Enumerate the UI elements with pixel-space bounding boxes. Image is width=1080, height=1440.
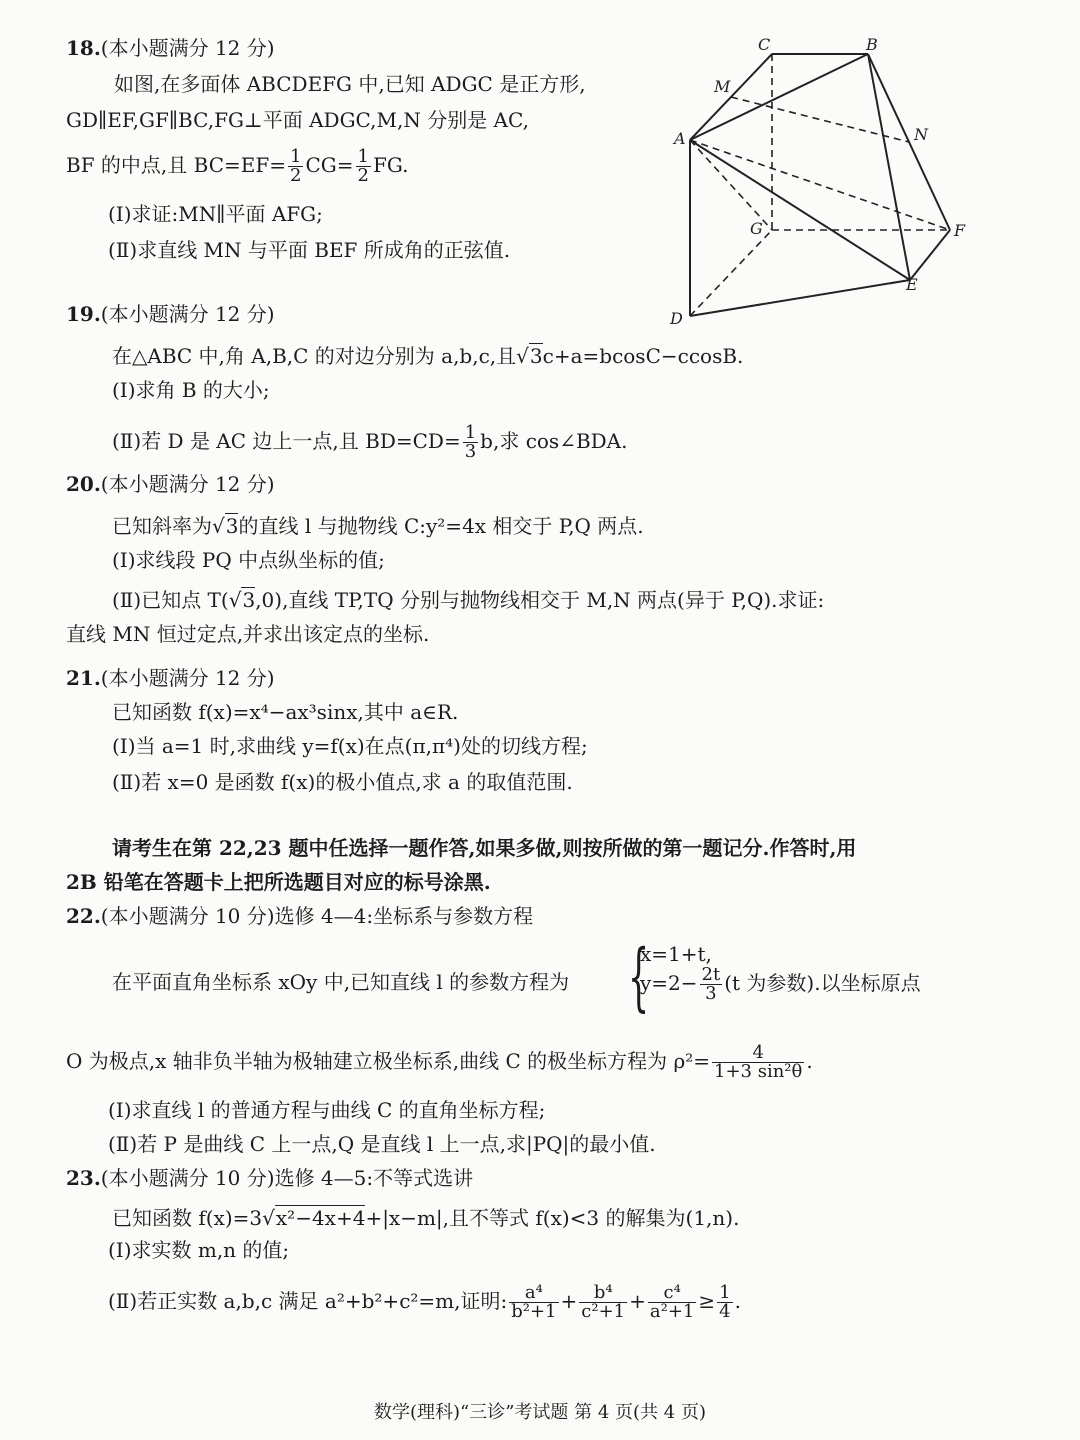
ineq-f2-num: b⁴ <box>593 1282 613 1303</box>
q20-text-1b: 的直线 l 与抛物线 C:y²=4x 相交于 P,Q 两点. <box>238 514 644 538</box>
edge-ae <box>690 140 910 280</box>
edge-be <box>868 54 910 280</box>
q19-text-1b: c+a=bcosC−ccosB. <box>542 344 744 368</box>
q19-number: 19. <box>66 302 101 326</box>
q20-heading <box>66 470 275 498</box>
q22-meta: (本小题满分 10 分)选修 4—4:坐标系与参数方程 <box>100 904 534 928</box>
ineq-f4-num: 1 <box>719 1282 731 1303</box>
edge-dg <box>690 230 772 316</box>
q23-part-2a: (Ⅱ)若正实数 a,b,c 满足 a²+b²+c²=m,证明: <box>108 1289 508 1313</box>
q20-sqrt-1: 3 <box>225 514 239 538</box>
ineq-fraction-2 <box>579 1284 627 1321</box>
page-footer: 数学(理科)“三诊”考试题 第 4 页(共 4 页) <box>373 1402 706 1423</box>
q19-heading <box>66 300 275 328</box>
choice-notice-1: 请考生在第 22,23 题中任选择一题作答,如果多做,则按所做的第一题记分.作答时,用 <box>112 836 857 860</box>
q19-part-1: (Ⅰ)求角 B 的大小; <box>112 378 270 402</box>
q19-meta: (本小题满分 12 分) <box>100 302 275 326</box>
q21-meta: (本小题满分 12 分) <box>100 666 275 690</box>
ineq-fraction-1 <box>509 1284 558 1321</box>
q18-heading <box>66 34 275 62</box>
q20-part-2a: (Ⅱ)已知点 T( <box>112 588 229 612</box>
q20-part-1: (Ⅰ)求线段 PQ 中点纵坐标的值; <box>112 548 385 572</box>
q23-part-2 <box>108 1284 741 1321</box>
q18-frac2-num: 1 <box>357 146 369 167</box>
q21-part-2: (Ⅱ)若 x=0 是函数 f(x)的极小值点,求 a 的取值范围. <box>112 770 573 794</box>
q18-text-1: 如图,在多面体 ABCDEFG 中,已知 ADGC 是正方形, <box>114 72 586 96</box>
q19-sqrt: 3 <box>529 344 543 368</box>
q20-sqrt-2: 3 <box>242 588 256 612</box>
q19-text-1a: 在△ABC 中,角 A,B,C 的对边分别为 a,b,c,且 <box>112 344 517 368</box>
q23-number: 23. <box>66 1166 101 1190</box>
q18-frac1-num: 1 <box>290 146 302 167</box>
param-fraction <box>700 966 723 1003</box>
q20-text-1: 已知斜率为√3的直线 l 与抛物线 C:y²=4x 相交于 P,Q 两点. <box>112 514 644 538</box>
q22-part-2: (Ⅱ)若 P 是曲线 C 上一点,Q 是直线 l 上一点,求|PQ|的最小值. <box>108 1132 656 1156</box>
ineq-f3-den: a²+1 <box>649 1301 695 1322</box>
label-f: F <box>954 221 966 240</box>
q22-heading <box>66 902 533 930</box>
q19-text-1: 在△ABC 中,角 A,B,C 的对边分别为 a,b,c,且√3c+a=bcosC−ccosB. <box>112 344 744 368</box>
q18-text-3 <box>66 148 408 185</box>
q23-sqrt: x²−4x+4 <box>275 1206 366 1230</box>
q20-text-1a: 已知斜率为 <box>112 514 212 538</box>
choice-notice-2: 2B 铅笔在答题卡上把所选题目对应的标号涂黑. <box>66 870 491 894</box>
q23-part-1: (Ⅰ)求实数 m,n 的值; <box>108 1238 290 1262</box>
label-b: B <box>866 35 878 54</box>
q18-fraction-1 <box>288 148 303 185</box>
q23-part-2b: . <box>734 1289 741 1313</box>
q19-frac-den: 3 <box>464 441 477 462</box>
q22-part-1: (Ⅰ)求直线 l 的普通方程与曲线 C 的直角坐标方程; <box>108 1098 546 1122</box>
q20-part-2c: 直线 MN 恒过定点,并求出该定点的坐标. <box>66 622 430 646</box>
edge-af <box>690 140 950 230</box>
q19-part-2b: b,求 cos∠BDA. <box>480 429 628 453</box>
edge-de <box>690 280 910 316</box>
ineq-plus-2: + <box>629 1289 646 1313</box>
q19-frac-num: 1 <box>464 422 477 443</box>
q22-text-2b: . <box>806 1049 813 1073</box>
q23-text-1a: 已知函数 f(x)=3 <box>112 1206 263 1230</box>
ineq-f4-den: 4 <box>719 1301 731 1322</box>
q18-part-1: (Ⅰ)求证:MN∥平面 AFG; <box>108 202 323 226</box>
q23-heading <box>66 1164 473 1192</box>
q22-text-2 <box>66 1044 813 1081</box>
q21-text-1: 已知函数 f(x)=x⁴−ax³sinx,其中 a∈R. <box>112 700 459 724</box>
q18-number: 18. <box>66 36 101 60</box>
param-eq-2b: (t 为参数).以坐标原点 <box>724 971 921 995</box>
label-a: A <box>674 129 686 148</box>
q18-part-2: (Ⅱ)求直线 MN 与平面 BEF 所成角的正弦值. <box>108 238 511 262</box>
polar-fraction <box>712 1044 804 1081</box>
param-frac-den: 3 <box>700 984 723 1003</box>
q18-text-3c: FG. <box>372 153 409 177</box>
label-c: C <box>758 35 771 54</box>
q23-text-1: 已知函数 f(x)=3√x²−4x+4+|x−m|,且不等式 f(x)<3 的解集为(1,n). <box>112 1206 740 1230</box>
q18-text-3b: CG= <box>305 153 354 177</box>
segment-mn <box>731 97 909 142</box>
q20-meta: (本小题满分 12 分) <box>100 472 275 496</box>
q19-part-2 <box>112 424 628 461</box>
polar-frac-num: 4 <box>752 1042 764 1063</box>
label-m: M <box>714 77 731 96</box>
q20-part-2: (Ⅱ)已知点 T(√3,0),直线 TP,TQ 分别与抛物线相交于 M,N 两点(异于 P,Q).求证: <box>112 588 825 612</box>
q19-fraction <box>463 424 478 461</box>
q20-part-2b: ,0),直线 TP,TQ 分别与抛物线相交于 M,N 两点(异于 P,Q).求证: <box>255 588 825 612</box>
ineq-plus-1: + <box>560 1289 578 1313</box>
label-e: E <box>906 275 918 294</box>
q18-meta: (本小题满分 12 分) <box>100 36 275 60</box>
polyhedron-figure <box>660 34 990 334</box>
label-d: D <box>670 309 683 328</box>
q22-text-2a: O 为极点,x 轴非负半轴为极轴建立极坐标系,曲线 C 的极坐标方程为 ρ²= <box>66 1049 711 1073</box>
param-eq-1: x=1+t, <box>640 942 712 966</box>
ineq-f2-den: c²+1 <box>581 1301 626 1322</box>
param-eq-2 <box>640 966 921 1003</box>
q22-number: 22. <box>66 904 101 928</box>
ineq-geq: ≥ <box>698 1289 716 1313</box>
param-frac-num: 2t <box>701 964 721 985</box>
ineq-fraction-3 <box>648 1284 696 1321</box>
ineq-fraction-4 <box>717 1284 732 1321</box>
label-n: N <box>914 125 928 144</box>
ineq-f1-den: b²+1 <box>511 1301 557 1322</box>
q18-text-3a: BF 的中点,且 BC=EF= <box>66 153 287 177</box>
ineq-f1-num: a⁴ <box>524 1282 543 1303</box>
ineq-f3-num: c⁴ <box>663 1282 681 1303</box>
system-brace: { <box>628 934 650 1020</box>
param-eq-2a: y=2− <box>640 971 698 995</box>
q18-frac1-den: 2 <box>290 165 302 186</box>
q20-number: 20. <box>66 472 101 496</box>
q23-meta: (本小题满分 10 分)选修 4—5:不等式选讲 <box>100 1166 474 1190</box>
edge-ef <box>910 230 950 280</box>
polar-frac-den: 1+3 sin²θ <box>714 1061 803 1082</box>
q23-text-1b: +|x−m|,且不等式 f(x)<3 的解集为(1,n). <box>365 1206 740 1230</box>
q19-part-2a: (Ⅱ)若 D 是 AC 边上一点,且 BD=CD= <box>112 429 461 453</box>
label-g: G <box>750 219 763 238</box>
q21-part-1: (Ⅰ)当 a=1 时,求曲线 y=f(x)在点(π,π⁴)处的切线方程; <box>112 734 588 758</box>
q18-text-2: GD∥EF,GF∥BC,FG⊥平面 ADGC,M,N 分别是 AC, <box>66 108 529 132</box>
q22-text-1: 在平面直角坐标系 xOy 中,已知直线 l 的参数方程为 <box>112 970 570 994</box>
edge-ab <box>690 54 868 140</box>
q18-fraction-2 <box>356 148 371 185</box>
q21-heading <box>66 664 275 692</box>
q21-number: 21. <box>66 666 101 690</box>
q18-frac2-den: 2 <box>357 165 369 186</box>
